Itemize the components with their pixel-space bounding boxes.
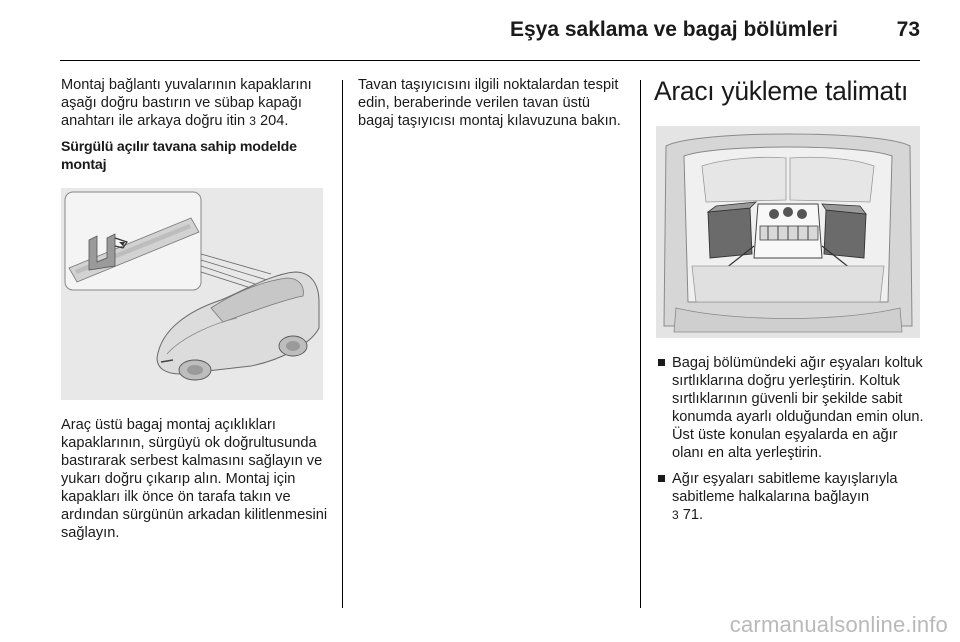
square-bullet-icon	[658, 475, 665, 482]
column-divider-2	[640, 80, 641, 608]
column2-paragraph-1: Tavan taşıyıcısını ilgili noktalardan tespit edin, beraberinde verilen tavan üstü bagaj taşıyıcısı montaj kılavuzuna bakın.	[358, 77, 621, 129]
cross-reference-icon: 3	[672, 508, 679, 522]
column1-subheading: Sürgülü açılır tavana sahip modelde montaj	[61, 139, 297, 173]
cross-reference-icon: 3	[249, 114, 256, 128]
column-3	[656, 76, 924, 532]
page-reference-link[interactable]: 204.	[259, 113, 289, 129]
column-1	[61, 76, 331, 542]
page-header-title: Eşya saklama ve bagaj bölümleri	[509, 18, 838, 41]
header-rule	[60, 60, 920, 61]
column-2	[358, 76, 628, 130]
cargo-loading-illustration	[656, 126, 920, 338]
watermark: carmanualsonline.info	[729, 612, 948, 637]
list-item: Bagaj bölümündeki ağır eşyaları koltuk sırtlıklarına doğru yerleştirin. Koltuk sırtlıklarının güvenli bir şekilde sabit konumda ayarlı olduğundan emin olun. Üst üste konulan eşyalarda en ağır olanı en alta yerleştirin.	[656, 354, 924, 462]
page-number: 73	[896, 18, 920, 41]
column1-paragraph-2: Araç üstü bagaj montaj açıklıkları kapaklarının, sürgüyü ok doğrultusunda bastırarak serbest kalmasını sağlayın ve yukarı doğru çıkarıp alın. Montaj için kapakları ilk önce ön tarafa takın ve ardından sürgünün arkadan kilitlenmesini sağlayın.	[61, 417, 328, 541]
column-divider-1	[342, 80, 343, 608]
section-title: Aracı yükleme talimatı	[654, 76, 909, 106]
list-item: Ağır eşyaları sabitleme kayışlarıyla sabitleme halkalarına bağlayın 3 71.	[656, 470, 924, 524]
loading-instructions-list	[656, 354, 924, 524]
roof-rail-illustration	[61, 188, 323, 400]
column1-paragraph-1: Montaj bağlantı yuvalarının kapaklarını aşağı doğru bastırın ve sübap kapağı anahtarı ile arkaya doğru itin 3 204.	[61, 77, 312, 129]
square-bullet-icon	[658, 359, 665, 366]
page-reference-link[interactable]: 71.	[682, 507, 704, 523]
